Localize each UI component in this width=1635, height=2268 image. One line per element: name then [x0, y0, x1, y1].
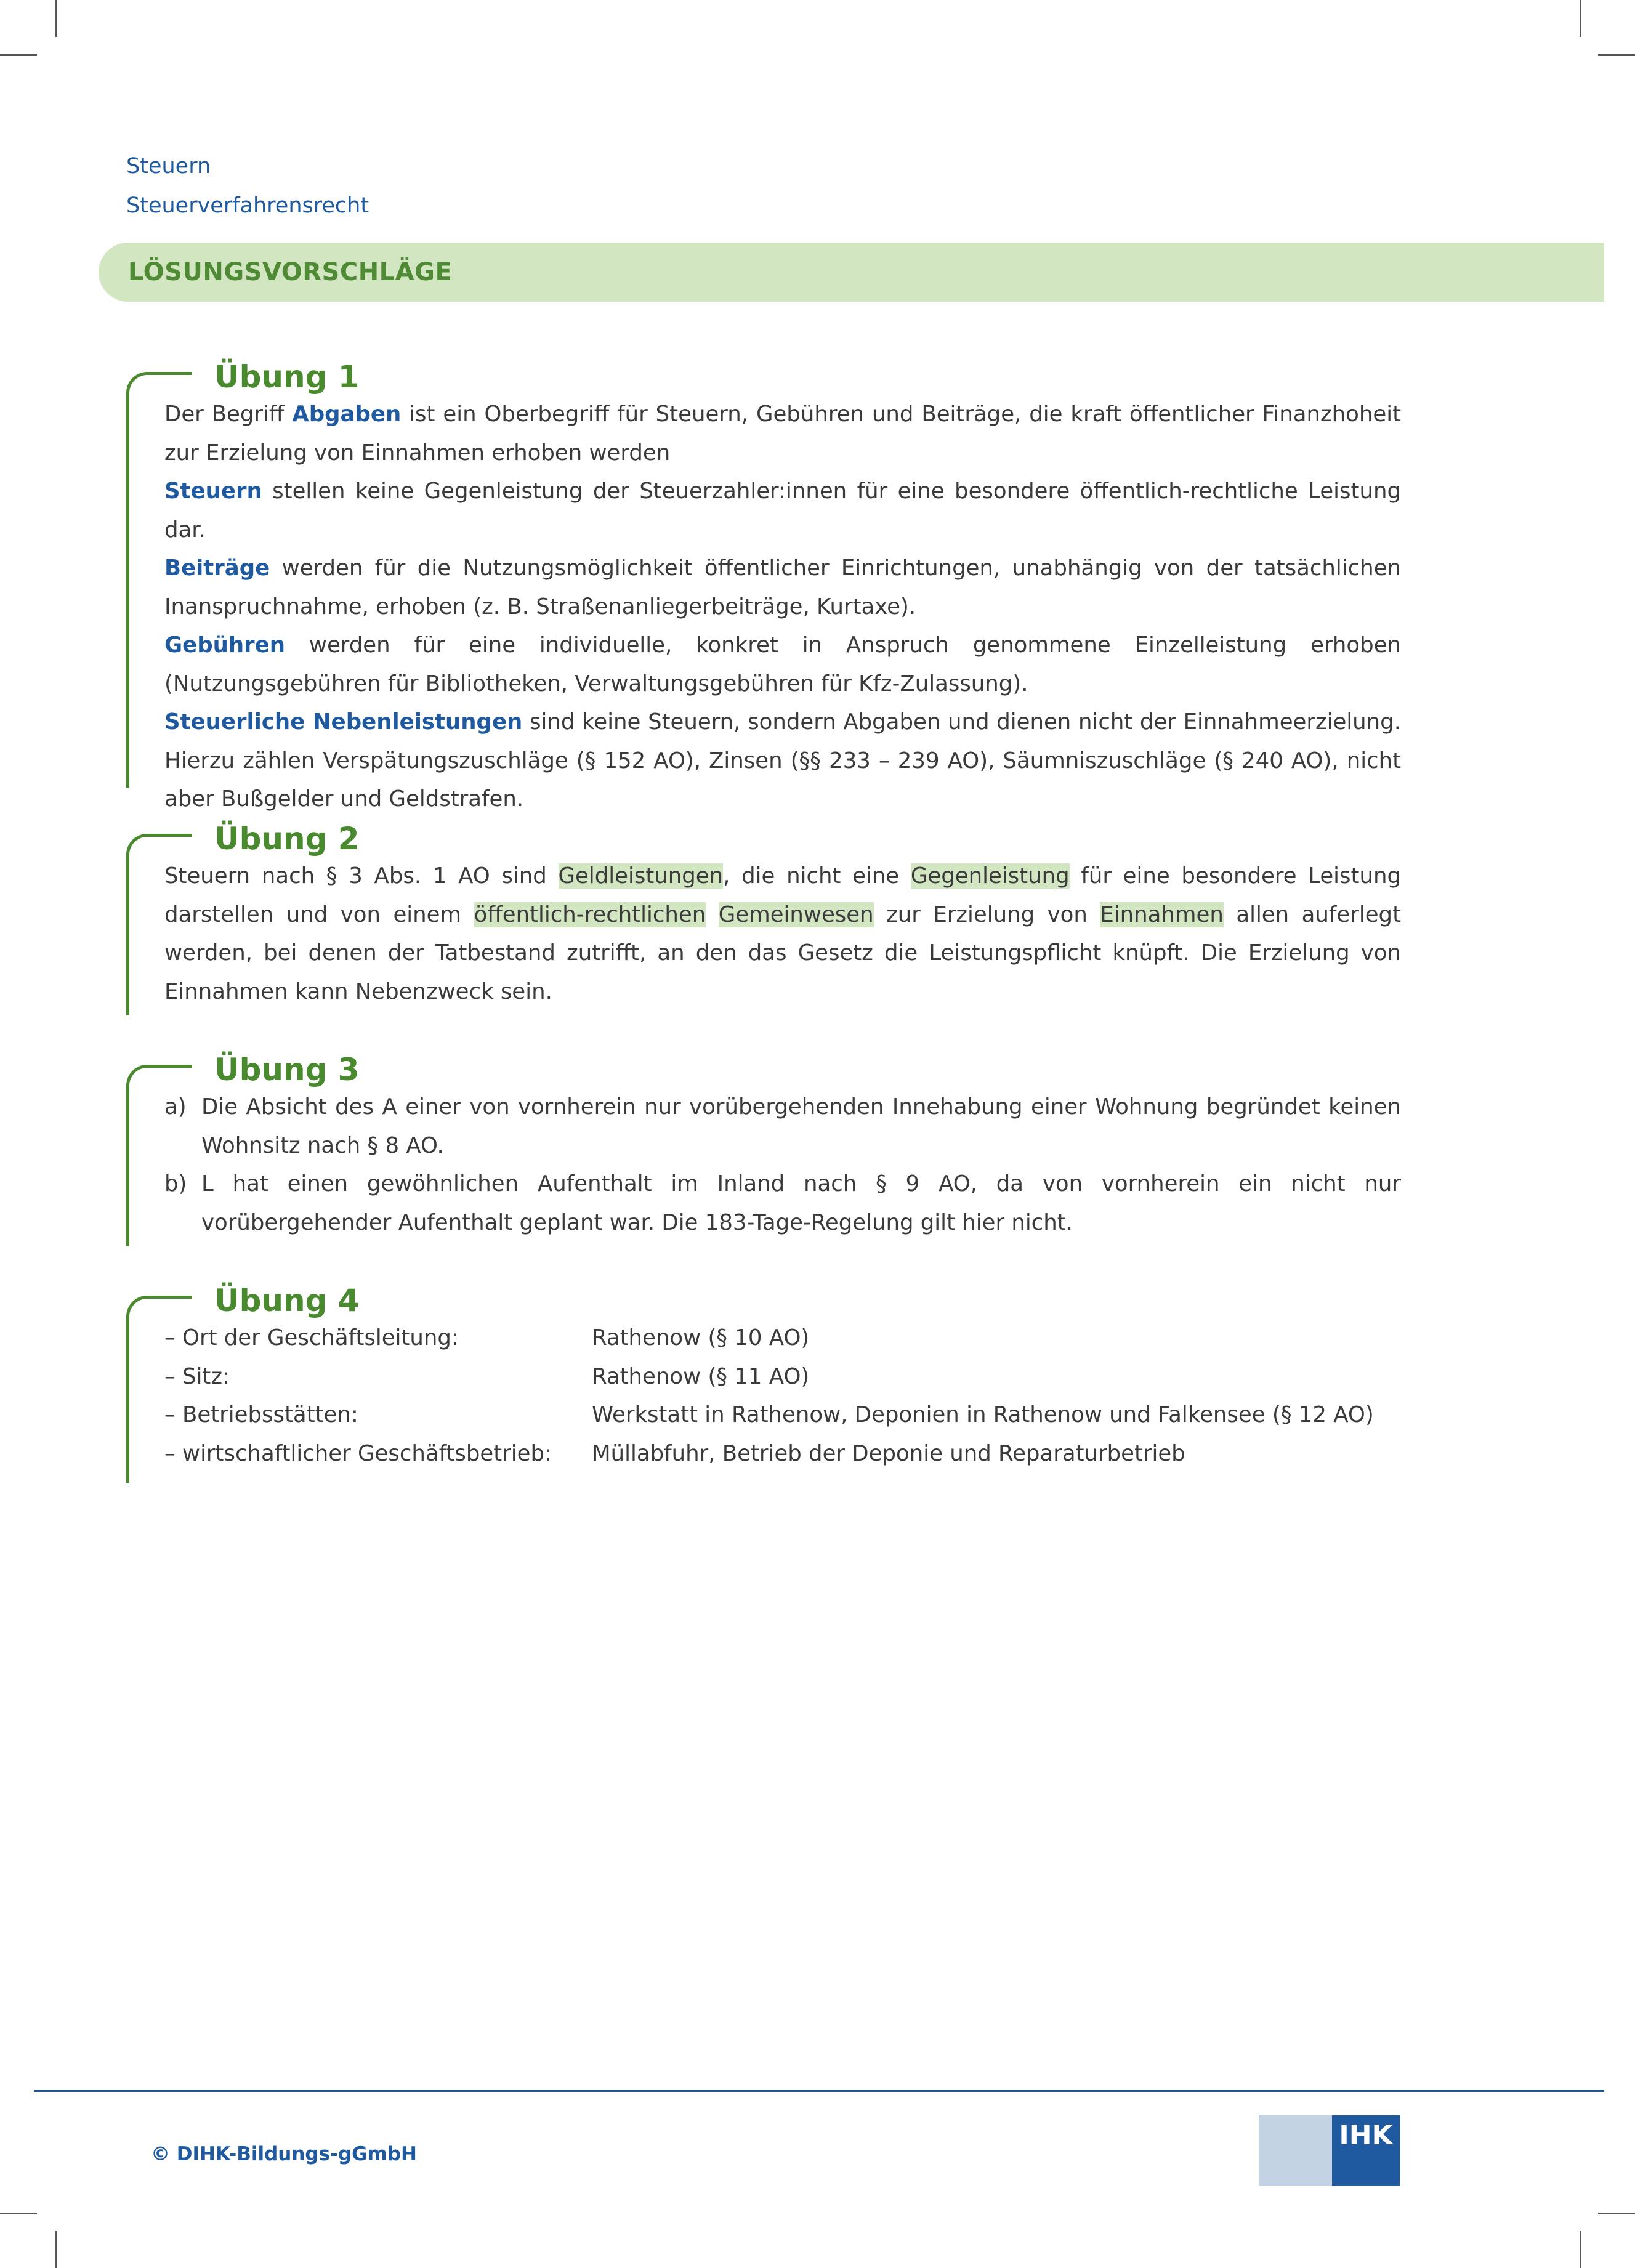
text: , die nicht eine [723, 863, 911, 889]
exercise-3 [126, 1051, 1401, 1248]
list-item [164, 1165, 1401, 1242]
text: ist ein Oberbegriff für Steuern, Gebühren und Beiträge, die kraft öffentlicher Finanzhoheit zur Erzielung von Einnahmen erhoben werden [164, 402, 1401, 466]
exercise-4 [126, 1282, 1401, 1479]
exercise-4-body [164, 1319, 1401, 1473]
exercise-4-title: Übung 4 [214, 1283, 360, 1318]
highlight-term: Einnahmen [1100, 902, 1224, 927]
text: werden für die Nutzungsmöglichkeit öffentlicher Einrichtungen, unabhängig von der tatsächlichen Inanspruchnahme, erhoben (z. B. Straßenanliegerbeiträge, Kurtaxe). [164, 555, 1401, 619]
breadcrumb [126, 147, 369, 225]
keyword-beitraege: Beiträge [164, 555, 270, 581]
paragraph-abgaben [164, 395, 1401, 472]
exercise-3-body [164, 1088, 1401, 1242]
breadcrumb-subject: Steuern [126, 154, 211, 179]
highlight-term: Gemeinwesen [718, 902, 874, 927]
exercise-3-title: Übung 3 [214, 1052, 360, 1088]
exercise-1 [126, 358, 1401, 812]
text [706, 902, 719, 927]
paragraph-gebuehren [164, 626, 1401, 703]
paragraph-steuern [164, 472, 1401, 549]
crop-mark [55, 2231, 57, 2268]
keyword-nebenleistungen: Steuerliche Nebenleistungen [164, 709, 523, 735]
text: Steuern nach § 3 Abs. 1 AO sind [164, 863, 559, 889]
text: Der Begriff [164, 402, 293, 427]
list-marker: b) [164, 1171, 187, 1197]
exercise-1-title: Übung 1 [214, 359, 360, 395]
crop-mark [1598, 54, 1635, 56]
keyword-abgaben: Abgaben [292, 402, 402, 427]
list-item [164, 1319, 1401, 1358]
paragraph-nebenleistungen [164, 703, 1401, 819]
list-item [164, 1358, 1401, 1397]
list-item [164, 1088, 1401, 1165]
highlight-term: Gegenleistung [910, 863, 1070, 889]
exercise-1-body [164, 395, 1401, 819]
banner-title: LÖSUNGSVORSCHLÄGE [128, 258, 453, 286]
crop-mark [0, 54, 37, 56]
keyword-steuern: Steuern [164, 478, 262, 504]
keyword-gebuehren: Gebühren [164, 632, 286, 658]
text: zur Erzielung von [873, 902, 1100, 927]
list-text: L hat einen gewöhnlichen Aufenthalt im Inland nach § 9 AO, da von vornherein ein nicht nur vorübergehender Aufenthalt geplant war. Die 183-Tage-Regelung gilt hier nicht. [201, 1171, 1401, 1235]
breadcrumb-topic: Steuerverfahrensrecht [126, 193, 369, 218]
exercise-2-body [164, 857, 1401, 1011]
row-value: Rathenow (§ 10 AO) [592, 1325, 810, 1350]
crop-mark [1598, 2213, 1635, 2214]
crop-mark [55, 0, 57, 37]
row-value: Rathenow (§ 11 AO) [592, 1363, 810, 1389]
row-label: – Betriebsstätten: [164, 1402, 358, 1427]
list-item [164, 1435, 1401, 1474]
list-item [164, 1396, 1401, 1435]
row-value: Werkstatt in Rathenow, Deponien in Rathenow und Falkensee (§ 12 AO) [592, 1402, 1374, 1427]
text: für eine besondere Leistung darstellen und von einem [164, 863, 1401, 927]
crop-mark [0, 2213, 37, 2214]
highlight-term: öffentlich-rechtlichen [474, 902, 706, 927]
row-label: – wirtschaftlicher Geschäftsbetrieb: [164, 1440, 552, 1466]
text: stellen keine Gegenleistung der Steuerzahler:innen für eine besondere öffentlich-rechtliche Leistung dar. [164, 478, 1401, 543]
highlight-term: Geldleistungen [558, 863, 724, 889]
list-marker: a) [164, 1094, 187, 1120]
text: sind keine Steuern, sondern Abgaben und dienen nicht der Einnahmeerzielung. Hierzu zählen Verspätungszuschläge (§ 152 AO), Zinsen (§§ 233 – 239 AO), Säumniszuschläge (§ 240 AO), nicht aber Bußgelder und Geldstrafen. [164, 709, 1401, 812]
paragraph-beitraege [164, 549, 1401, 626]
exercise-2 [126, 820, 1401, 1017]
footer-divider [34, 2090, 1604, 2092]
solutions-banner [99, 243, 1604, 302]
copyright: © DIHK-Bildungs-gGmbH [151, 2143, 417, 2165]
paragraph-steuerbegriff [164, 857, 1401, 1011]
row-label: – Sitz: [164, 1363, 230, 1389]
list-text: Die Absicht des A einer von vornherein nur vorübergehenden Innehabung einer Wohnung begründet keinen Wohnsitz nach § 8 AO. [201, 1094, 1401, 1158]
text: werden für eine individuelle, konkret in Anspruch genommene Einzelleistung erhoben (Nutzungsgebühren für Bibliotheken, Verwaltungsgebühren für Kfz-Zulassung). [164, 632, 1401, 696]
crop-mark [1580, 0, 1581, 37]
text: allen auferlegt werden, bei denen der Tatbestand zutrifft, an den das Gesetz die Leistungspflicht knüpft. Die Erzielung von Einnahmen kann Nebenzweck sein. [164, 902, 1401, 1004]
ihk-logo-text: IHK [1339, 2120, 1393, 2151]
crop-mark [1580, 2231, 1581, 2268]
row-label: – Ort der Geschäftsleitung: [164, 1325, 459, 1350]
exercise-2-title: Übung 2 [214, 821, 360, 857]
row-value: Müllabfuhr, Betrieb der Deponie und Reparaturbetrieb [592, 1440, 1185, 1466]
